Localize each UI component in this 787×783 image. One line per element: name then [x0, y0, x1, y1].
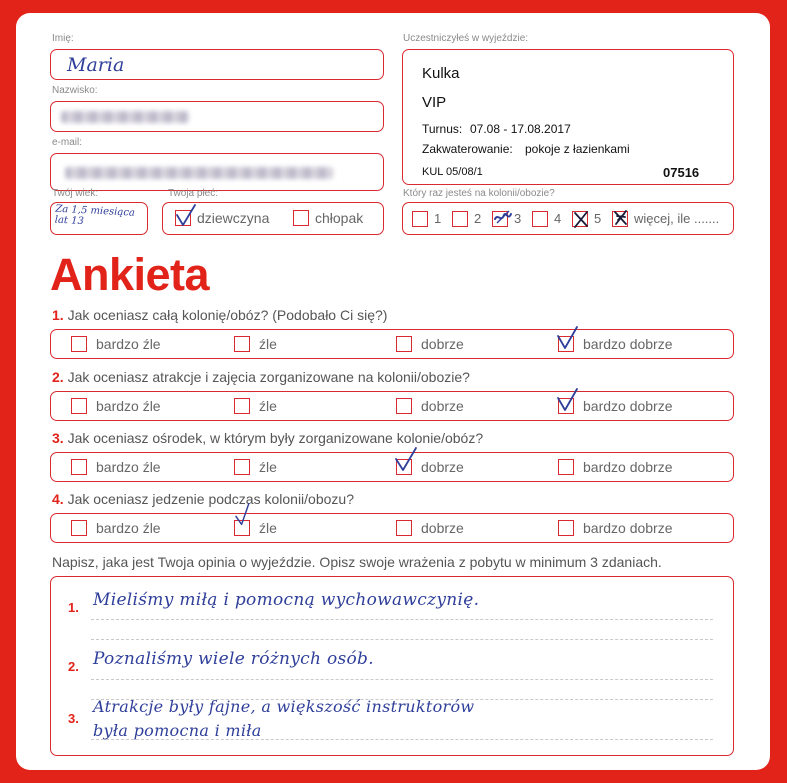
email-label: e-mail:	[52, 137, 83, 148]
redacted-email	[65, 167, 333, 179]
q4-checkbox-very-bad[interactable]	[71, 520, 87, 536]
writing-line	[91, 639, 713, 640]
checkmark-icon	[556, 388, 580, 412]
question-1: 1. Jak oceniasz całą kolonię/obóz? (Podobało Ci się?)	[52, 307, 388, 323]
q4-checkbox-very-good[interactable]	[558, 520, 574, 536]
survey-sheet	[16, 13, 770, 770]
q2-option-bad: źle	[259, 398, 277, 414]
checkmark-icon	[394, 448, 418, 472]
gender-option-girl: dziewczyna	[197, 210, 270, 226]
visit-option-more: więcej, ile .......	[634, 211, 720, 226]
visit-option-4: 4	[554, 211, 562, 226]
opinion-line-3a: Atrakcje były fajne, a większość instruktorów	[93, 697, 475, 716]
opinion-line-number-1: 1.	[68, 600, 79, 615]
age-field[interactable]	[50, 202, 148, 235]
q3-checkbox-very-good[interactable]	[558, 459, 574, 475]
opinion-prompt: Napisz, jaka jest Twoja opinia o wyjeździe. Opisz swoje wrażenia z pobytu w minimum 3 zdaniach.	[52, 554, 662, 570]
writing-line	[91, 739, 713, 740]
gender-field	[162, 202, 384, 235]
q1-option-very-bad: bardzo źle	[96, 336, 161, 352]
q2-option-very-good: bardzo dobrze	[583, 398, 673, 414]
camp-name: Kulka	[422, 65, 460, 82]
gender-option-boy: chłopak	[315, 210, 364, 226]
writing-line	[91, 679, 713, 680]
opinion-textarea[interactable]	[50, 576, 734, 756]
rating-row-3	[50, 452, 734, 482]
question-4: 4. Jak oceniasz jedzenie podczas kolonii/obozu?	[52, 491, 354, 507]
visit-checkbox-1[interactable]	[412, 211, 428, 227]
q1-option-very-good: bardzo dobrze	[583, 336, 673, 352]
q2-checkbox-good[interactable]	[396, 398, 412, 414]
turnus-value: 07.08 - 17.08.2017	[470, 122, 571, 136]
q2-checkbox-bad[interactable]	[234, 398, 250, 414]
visit-count-field	[402, 202, 734, 235]
name-value: Maria	[67, 54, 125, 76]
q1-option-bad: źle	[259, 336, 277, 352]
question-3: 3. Jak oceniasz ośrodek, w którym były zorganizowane kolonie/obóz?	[52, 430, 484, 446]
scribble-mark-icon	[610, 206, 634, 230]
email-field[interactable]	[50, 153, 384, 191]
visit-option-2: 2	[474, 211, 482, 226]
writing-line	[91, 619, 713, 620]
opinion-line-number-2: 2.	[68, 659, 79, 674]
rating-row-2	[50, 391, 734, 421]
q1-checkbox-very-bad[interactable]	[71, 336, 87, 352]
q3-option-bad: źle	[259, 459, 277, 475]
survey-title: Ankieta	[50, 249, 210, 300]
gender-checkbox-boy[interactable]	[293, 210, 309, 226]
camp-number: 07516	[663, 165, 700, 180]
visit-count-label: Który raz jesteś na kolonii/obozie?	[403, 188, 555, 199]
surname-field[interactable]	[50, 101, 384, 132]
q4-option-very-bad: bardzo źle	[96, 520, 161, 536]
visit-option-5: 5	[594, 211, 602, 226]
age-value: Za 1,5 miesiąca lat 13	[54, 203, 136, 228]
q1-checkbox-bad[interactable]	[234, 336, 250, 352]
rating-row-1	[50, 329, 734, 359]
opinion-line-number-3: 3.	[68, 711, 79, 726]
checkmark-icon	[232, 502, 256, 526]
camp-code: KUL 05/08/1	[422, 166, 483, 178]
visit-checkbox-4[interactable]	[532, 211, 548, 227]
question-2: 2. Jak oceniasz atrakcje i zajęcia zorganizowane na kolonii/obozie?	[52, 369, 470, 385]
redacted-surname	[61, 111, 189, 123]
accommodation-label: Zakwaterowanie:	[422, 142, 513, 156]
name-field[interactable]	[50, 49, 384, 80]
scribble-mark-icon	[491, 205, 515, 229]
opinion-line-2: Poznaliśmy wiele różnych osób.	[93, 649, 374, 669]
visit-checkbox-2[interactable]	[452, 211, 468, 227]
q2-option-good: dobrze	[421, 398, 464, 414]
surname-label: Nazwisko:	[52, 85, 98, 96]
checkmark-icon	[175, 203, 199, 227]
q3-option-very-good: bardzo dobrze	[583, 459, 673, 475]
gender-label: Twoja płeć:	[168, 188, 219, 199]
age-label: Twój wiek:	[52, 188, 99, 199]
rating-row-4	[50, 513, 734, 543]
q4-checkbox-good[interactable]	[396, 520, 412, 536]
opinion-line-3b: była pomocna i miła	[93, 721, 262, 740]
q4-option-good: dobrze	[421, 520, 464, 536]
visit-option-1: 1	[434, 211, 442, 226]
q3-checkbox-bad[interactable]	[234, 459, 250, 475]
camp-info-panel	[402, 49, 734, 185]
turnus-label: Turnus:	[422, 122, 463, 136]
q2-checkbox-very-bad[interactable]	[71, 398, 87, 414]
opinion-line-1: Mieliśmy miłą i pomocną wychowawczynię.	[93, 590, 480, 610]
q3-option-good: dobrze	[421, 459, 464, 475]
q2-option-very-bad: bardzo źle	[96, 398, 161, 414]
camp-label: Uczestniczyłeś w wyjeździe:	[403, 33, 529, 44]
visit-option-3: 3	[514, 211, 522, 226]
q4-option-very-good: bardzo dobrze	[583, 520, 673, 536]
camp-tier: VIP	[422, 94, 447, 111]
q3-option-very-bad: bardzo źle	[96, 459, 161, 475]
accommodation-value: pokoje z łazienkami	[525, 142, 630, 156]
q4-option-bad: źle	[259, 520, 277, 536]
checkmark-icon	[556, 326, 580, 350]
cross-mark-icon	[570, 208, 594, 232]
q1-option-good: dobrze	[421, 336, 464, 352]
q1-checkbox-good[interactable]	[396, 336, 412, 352]
name-label: Imię:	[52, 33, 74, 44]
q3-checkbox-very-bad[interactable]	[71, 459, 87, 475]
